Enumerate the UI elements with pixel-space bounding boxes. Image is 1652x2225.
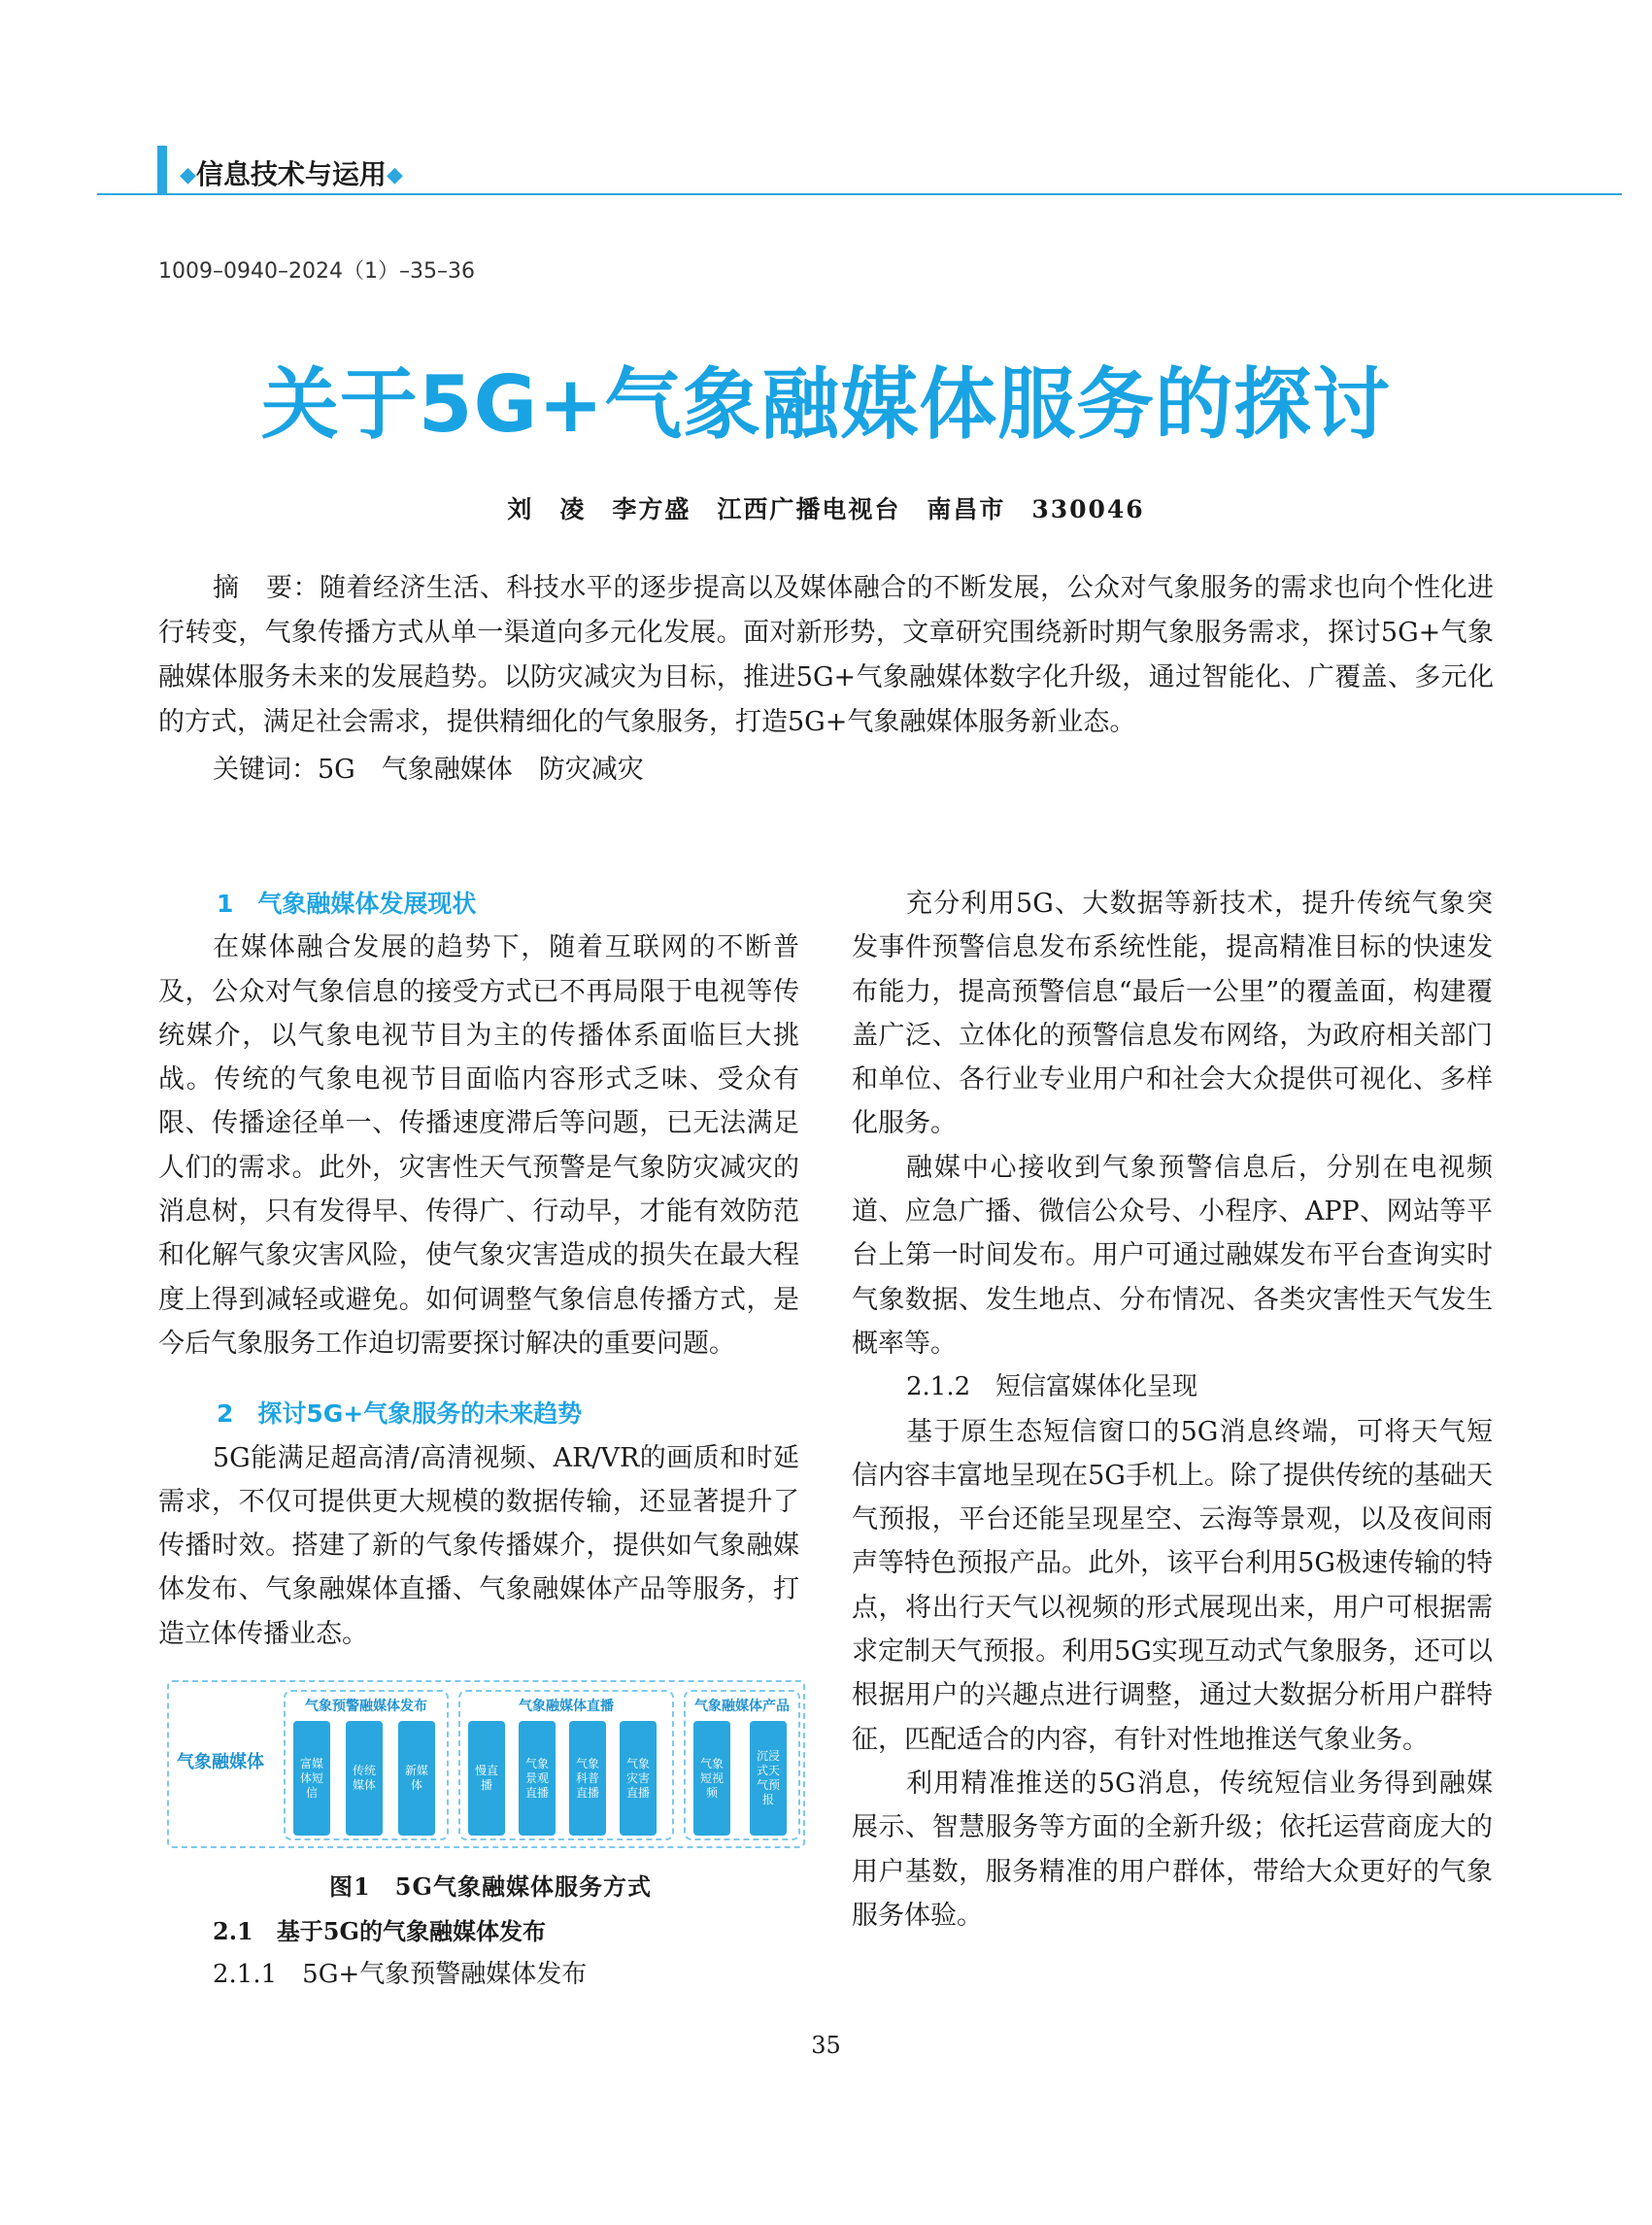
doc-number: 1009–0940–2024（1）–35–36 <box>158 259 475 284</box>
header-rule <box>97 193 1622 195</box>
left-column-top <box>158 882 799 1656</box>
group-title: 气象融媒体直播 <box>519 1699 614 1714</box>
abstract-text: 摘 要：随着经济生活、科技水平的逐步提高以及媒体融合的不断发展，公众对气象服务的需求也向个性化进行转变，气象传播方式从单一渠道向多元化发展。面对新形势，文章研究围绕新时期气象服务需求，探讨5G+气象融媒体服务未来的发展趋势。以防灾减灾为目标，推进5G+气象融媒体数字化升级，通过智能化、广覆盖、多元化的方式，满足社会需求，提供精细化的气象服务，打造5G+气象融媒体服务新业态。 <box>158 573 1494 737</box>
journal-section-header <box>180 153 403 192</box>
paragraph: 基于原生态短信窗口的5G消息终端，可将天气短信内容丰富地呈现在5G手机上。除了提供传统的基础天气预报，平台还能呈现星空、云海等景观，以及夜间雨声等特色预报产品。此外，该平台利用5G极速传输的特点，将出行天气以视频的形式展现出来，用户可根据需求定制天气预报。利用5G实现互动式气象服务，还可以根据用户的兴趣点进行调整，通过大数据分析用户群特征，匹配适合的内容，有针对性地推送气象业务。 <box>852 1416 1493 1755</box>
figure-box: 慢直播 <box>468 1721 505 1836</box>
figure-group-live <box>458 1690 674 1840</box>
paragraph: 利用精准推送的5G消息，传统短信业务得到融媒展示、智慧服务等方面的全新升级；依托运营商庞大的用户基数，服务精准的用户群体，带给大众更好的气象服务体验。 <box>852 1768 1493 1931</box>
paper-title: 关于5G+气象融媒体服务的探讨 <box>260 359 1392 450</box>
header-accent-bar <box>157 146 167 194</box>
figure-box: 气象科普直播 <box>569 1721 606 1836</box>
right-column <box>852 882 1493 1938</box>
figure-box: 传统媒体 <box>346 1721 383 1836</box>
figure-caption: 图1 5G气象融媒体服务方式 <box>329 1872 652 1901</box>
paragraph: 融媒中心接收到气象预警信息后，分别在电视频道、应急广播、微信公众号、小程序、APP、网站等平台上第一时间发布。用户可通过融媒发布平台查询实时气象数据、发生地点、分布情况、各类灾害性天气发生概率等。 <box>852 1152 1493 1359</box>
diamond-icon: ◆ <box>180 163 196 187</box>
figure-diagram <box>167 1680 805 1848</box>
subsection-heading-2-1-1: 2.1.1 5G+气象预警融媒体发布 <box>213 1960 588 1989</box>
figure-box: 气象短视频 <box>693 1721 730 1836</box>
diamond-icon: ◆ <box>386 163 403 187</box>
group-title: 气象预警融媒体发布 <box>305 1699 427 1714</box>
keywords: 关键词：5G 气象融媒体 防灾减灾 <box>213 755 644 785</box>
subsection-heading-2-1: 2.1 基于5G的气象融媒体发布 <box>213 1917 546 1945</box>
figure-box: 新媒体 <box>398 1721 435 1836</box>
group-title: 气象融媒体产品 <box>694 1699 790 1714</box>
figure-group-product <box>684 1690 800 1840</box>
abstract <box>158 566 1494 745</box>
section-heading-2: 2 探讨5G+气象服务的未来趋势 <box>217 1399 583 1429</box>
figure-box: 富媒体短信 <box>293 1721 330 1836</box>
figure-group-warning <box>284 1690 449 1840</box>
figure-box: 气象灾害直播 <box>620 1721 657 1836</box>
paragraph: 充分利用5G、大数据等新技术，提升传统气象突发事件预警信息发布系统性能，提高精准目标的快速发布能力，提高预警信息“最后一公里”的覆盖面，构建覆盖广泛、立体化的预警信息发布网络，为政府相关部门和单位、各行业专业用户和社会大众提供可视化、多样化服务。 <box>852 889 1493 1139</box>
authors-line: 刘 凌 李方盛 江西广播电视台 南昌市 330046 <box>507 495 1145 523</box>
figure-box: 沉浸式天气预报 <box>750 1721 787 1836</box>
subsection-heading-2-1-2: 2.1.2 短信富媒体化呈现 <box>906 1372 1198 1402</box>
paragraph: 5G能满足超高清/高清视频、AR/VR的画质和时延需求，不仅可提供更大规模的数据传输，还显著提升了传播时效。搭建了新的气象传播媒介，提供如气象融媒体发布、气象融媒体直播、气象融媒体产品等服务，打造立体传播业态。 <box>158 1442 799 1649</box>
section-title: 信息技术与运用 <box>195 158 387 190</box>
figure-box: 气象景观直播 <box>519 1721 556 1836</box>
figure-root-label: 气象融媒体 <box>177 1752 264 1772</box>
paragraph: 在媒体融合发展的趋势下，随着互联网的不断普及，公众对气象信息的接受方式已不再局限于电视等传统媒介，以气象电视节目为主的传播体系面临巨大挑战。传统的气象电视节目面临内容形式乏味、受众有限、传播途径单一、传播速度滞后等问题，已无法满足人们的需求。此外，灾害性天气预警是气象防灾减灾的消息树，只有发得早、传得广、行动早，才能有效防范和化解气象灾害风险，使气象灾害造成的损失在最大程度上得到减轻或避免。如何调整气象信息传播方式，是今后气象服务工作迫切需要探讨解决的重要问题。 <box>158 932 799 1359</box>
page-number: 35 <box>811 2032 841 2059</box>
section-heading-1: 1 气象融媒体发展现状 <box>217 890 477 918</box>
